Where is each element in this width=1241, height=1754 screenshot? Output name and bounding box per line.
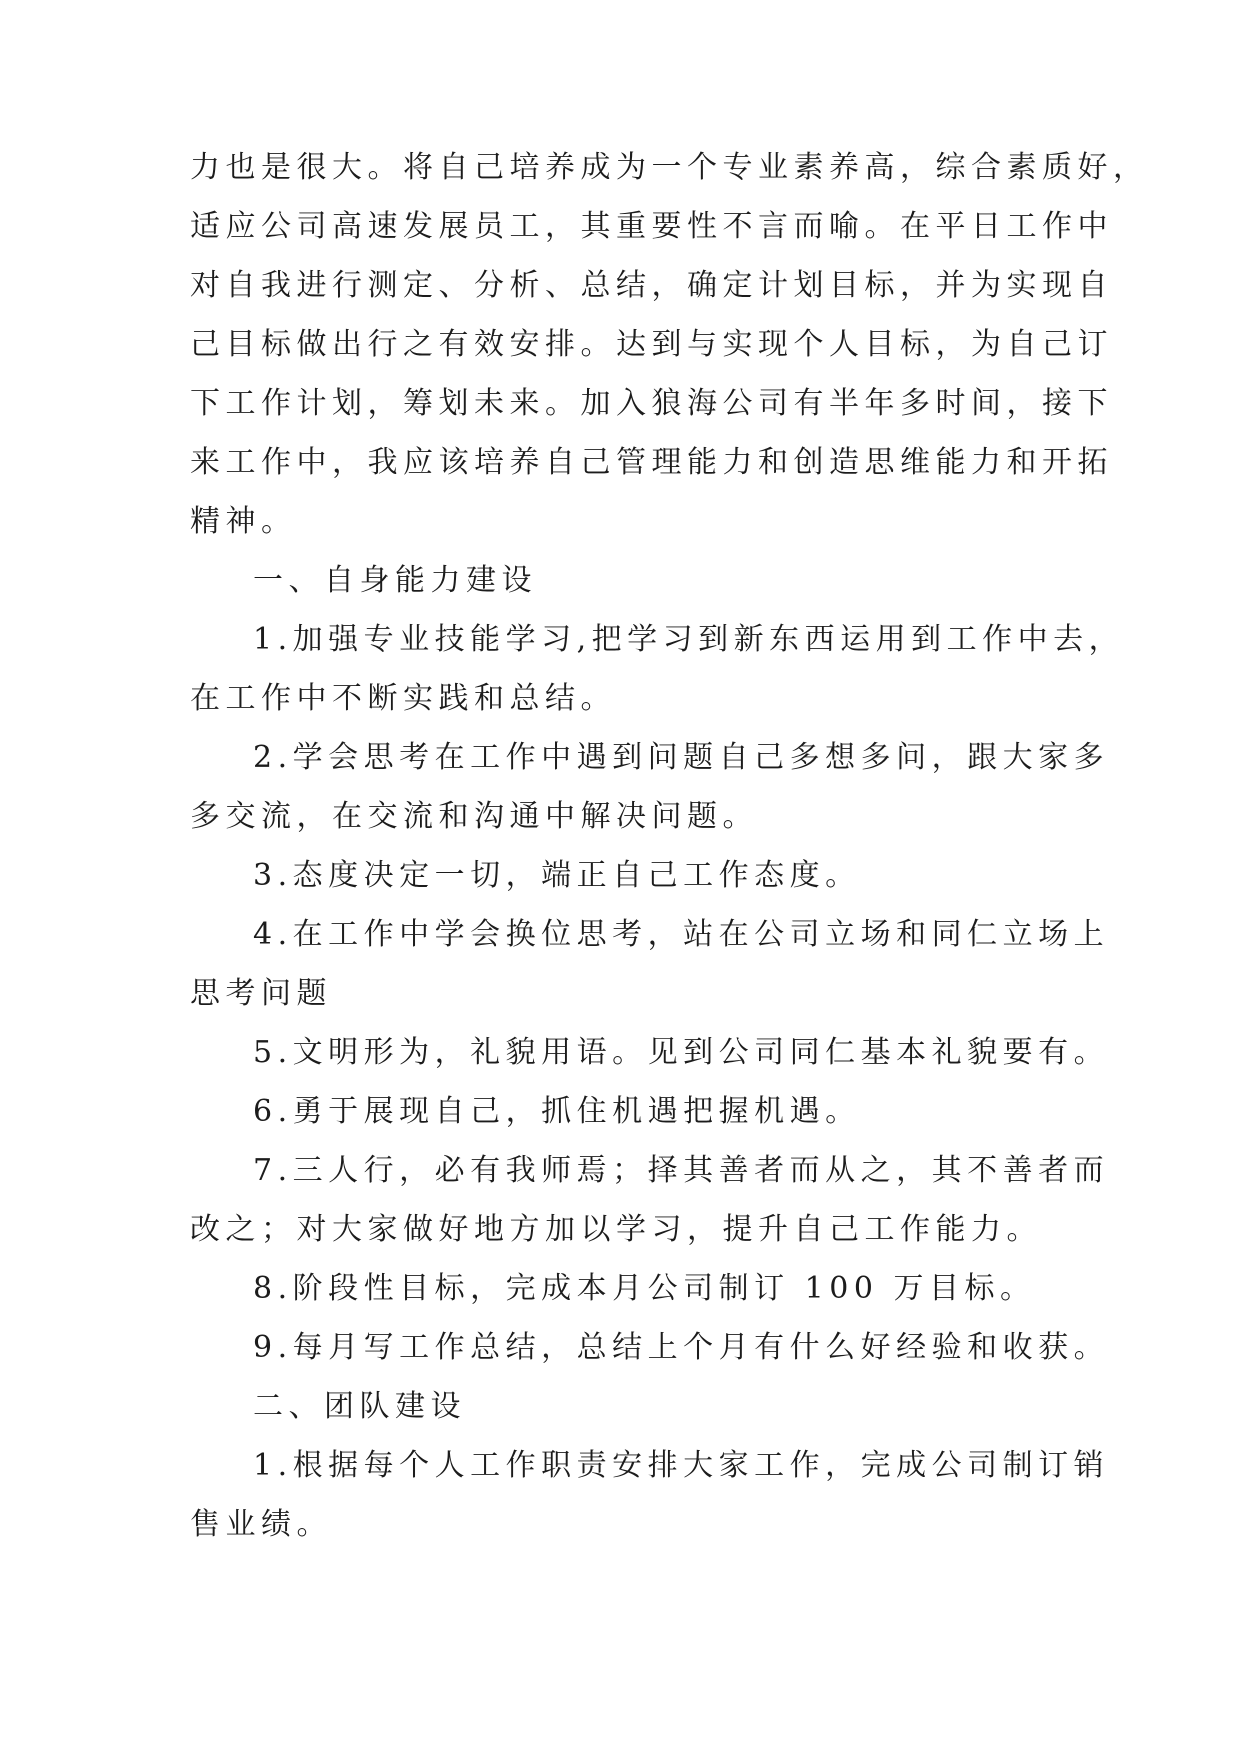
list-item-continuation: 思考问题 — [190, 976, 332, 1011]
text-line: 适应公司高速发展员工，其重要性不言而喻。在平日工作中 — [190, 209, 1113, 244]
list-item-continuation: 多交流，在交流和沟通中解决问题。 — [190, 799, 758, 834]
list-item-continuation: 售业绩。 — [190, 1507, 332, 1542]
text-line: 对自我进行测定、分析、总结，确定计划目标，并为实现自 — [190, 268, 1113, 303]
text-line: 精神。 — [190, 504, 297, 539]
list-item: 4.在工作中学会换位思考，站在公司立场和同仁立场上 — [253, 917, 1110, 952]
list-item-continuation: 改之；对大家做好地方加以学习，提升自己工作能力。 — [190, 1212, 1042, 1247]
list-item: 9.每月写工作总结，总结上个月有什么好经验和收获。 — [253, 1330, 1110, 1365]
list-item: 5.文明形为，礼貌用语。见到公司同仁基本礼貌要有。 — [253, 1035, 1110, 1070]
list-item: 7.三人行，必有我师焉；择其善者而从之，其不善者而 — [253, 1153, 1110, 1188]
text-line: 来工作中，我应该培养自己管理能力和创造思维能力和开拓 — [190, 445, 1113, 480]
section-heading: 二、团队建设 — [253, 1389, 466, 1424]
list-item: 6.勇于展现自己，抓住机遇把握机遇。 — [253, 1094, 861, 1129]
list-item: 3.态度决定一切，端正自己工作态度。 — [253, 858, 861, 893]
list-item: 1.加强专业技能学习,把学习到新东西运用到工作中去， — [253, 622, 1125, 657]
section-heading: 一、自身能力建设 — [253, 563, 537, 598]
text-line: 己目标做出行之有效安排。达到与实现个人目标，为自己订 — [190, 327, 1113, 362]
list-item: 1.根据每个人工作职责安排大家工作，完成公司制订销 — [253, 1448, 1110, 1483]
text-line: 下工作计划，筹划未来。加入狼海公司有半年多时间，接下 — [190, 386, 1113, 421]
list-item: 8.阶段性目标，完成本月公司制订 100 万目标。 — [253, 1271, 1036, 1306]
text-line: 力也是很大。将自己培养成为一个专业素养高，综合素质好， — [190, 150, 1149, 185]
list-item: 2.学会思考在工作中遇到问题自己多想多问，跟大家多 — [253, 740, 1110, 775]
list-item-continuation: 在工作中不断实践和总结。 — [190, 681, 616, 716]
